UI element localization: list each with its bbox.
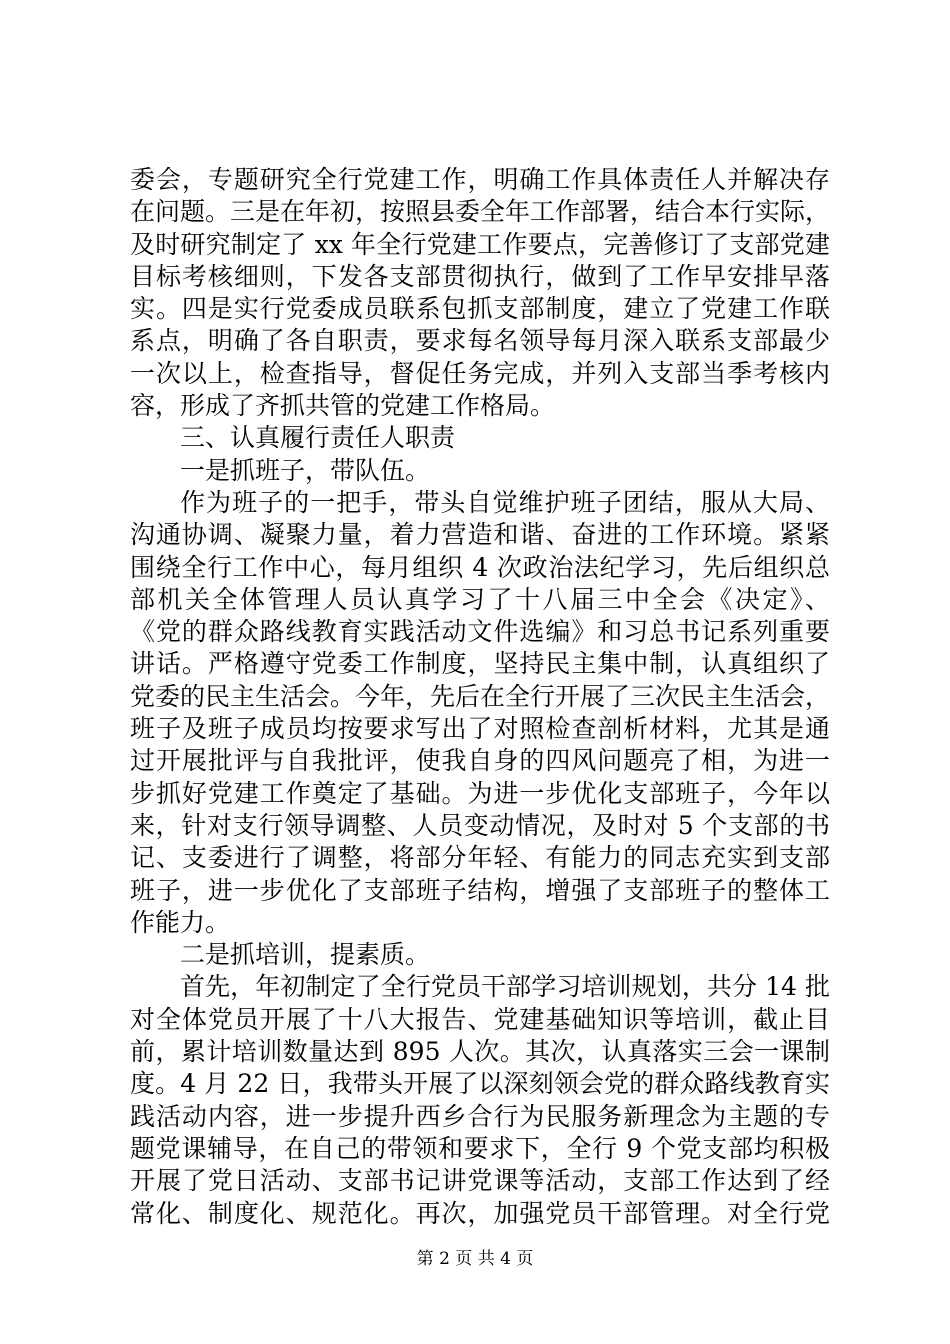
text-line: 三、认真履行责任人职责 <box>180 423 456 453</box>
page-number-label: 第 2 页 共 4 页 <box>416 1249 534 1269</box>
page-footer <box>0 1244 950 1269</box>
text-line: 来，针对支行领导调整、人员变动情况，及时对 5 个支部的书 <box>130 810 830 840</box>
text-line: 开展了党日活动、支部书记讲党课等活动，支部工作达到了经 <box>130 1166 830 1196</box>
text-line: 步抓好党建工作奠定了基础。为进一步优化支部班子，今年以 <box>130 778 830 808</box>
text-line: 一次以上，检查指导，督促任务完成，并列入支部当季考核内 <box>130 358 830 388</box>
text-line: 围绕全行工作中心，每月组织 4 次政治法纪学习，先后组织总 <box>130 552 830 582</box>
text-line: 践活动内容，进一步提升西乡合行为民服务新理念为主题的专 <box>130 1101 830 1131</box>
text-line: 委会，专题研究全行党建工作，明确工作具体责任人并解决存 <box>130 165 830 194</box>
text-line: 前，累计培训数量达到 895 人次。其次，认真落实三会一课制 <box>130 1037 830 1067</box>
text-line: 部机关全体管理人员认真学习了十八届三中全会《决定》、 <box>130 584 830 614</box>
text-line: 一是抓班子，带队伍。 <box>180 455 431 485</box>
text-line: 二是抓培训，提素质。 <box>180 940 431 970</box>
text-line: 过开展批评与自我批评，使我自身的四风问题亮了相，为进一 <box>130 746 830 776</box>
text-line: 讲话。严格遵守党委工作制度，坚持民主集中制，认真组织了 <box>130 649 830 679</box>
text-line: 度。4 月 22 日，我带头开展了以深刻领会党的群众路线教育实 <box>130 1069 830 1099</box>
text-line: 首先，年初制定了全行党员干部学习培训规划，共分 14 批 <box>180 972 830 1002</box>
text-line: 及时研究制定了 xx 年全行党建工作要点，完善修订了支部党建 <box>130 229 830 259</box>
text-line: 作能力。 <box>130 907 231 937</box>
text-line: 在问题。三是在年初，按照县委全年工作部署，结合本行实际， <box>130 197 831 227</box>
text-line: 实。四是实行党委成员联系包抓支部制度，建立了党建工作联 <box>130 294 830 324</box>
text-line: 沟通协调、凝聚力量，着力营造和谐、奋进的工作环境。紧紧 <box>130 520 830 550</box>
text-line: 常化、制度化、规范化。再次，加强党员干部管理。对全行党 <box>130 1198 830 1228</box>
text-line: 《党的群众路线教育实践活动文件选编》和习总书记系列重要 <box>130 617 830 647</box>
text-line: 题党课辅导，在自己的带领和要求下，全行 9 个党支部均积极 <box>130 1133 830 1163</box>
text-line: 目标考核细则，下发各支部贯彻执行，做到了工作早安排早落 <box>130 261 830 291</box>
text-line: 对全体党员开展了十八大报告、党建基础知识等培训，截止目 <box>130 1004 830 1034</box>
document-body <box>130 164 830 1230</box>
text-line: 容，形成了齐抓共管的党建工作格局。 <box>130 391 556 421</box>
text-line: 班子，进一步优化了支部班子结构，增强了支部班子的整体工 <box>130 875 830 905</box>
text-line: 党委的民主生活会。今年，先后在全行开展了三次民主生活会， <box>130 681 831 711</box>
text-line: 系点，明确了各自职责，要求每名领导每月深入联系支部最少 <box>130 326 830 356</box>
text-line: 班子及班子成员均按要求写出了对照检查剖析材料，尤其是通 <box>130 714 830 744</box>
text-line: 记、支委进行了调整，将部分年轻、有能力的同志充实到支部 <box>130 843 830 873</box>
text-line: 作为班子的一把手，带头自觉维护班子团结，服从大局、 <box>180 487 830 517</box>
